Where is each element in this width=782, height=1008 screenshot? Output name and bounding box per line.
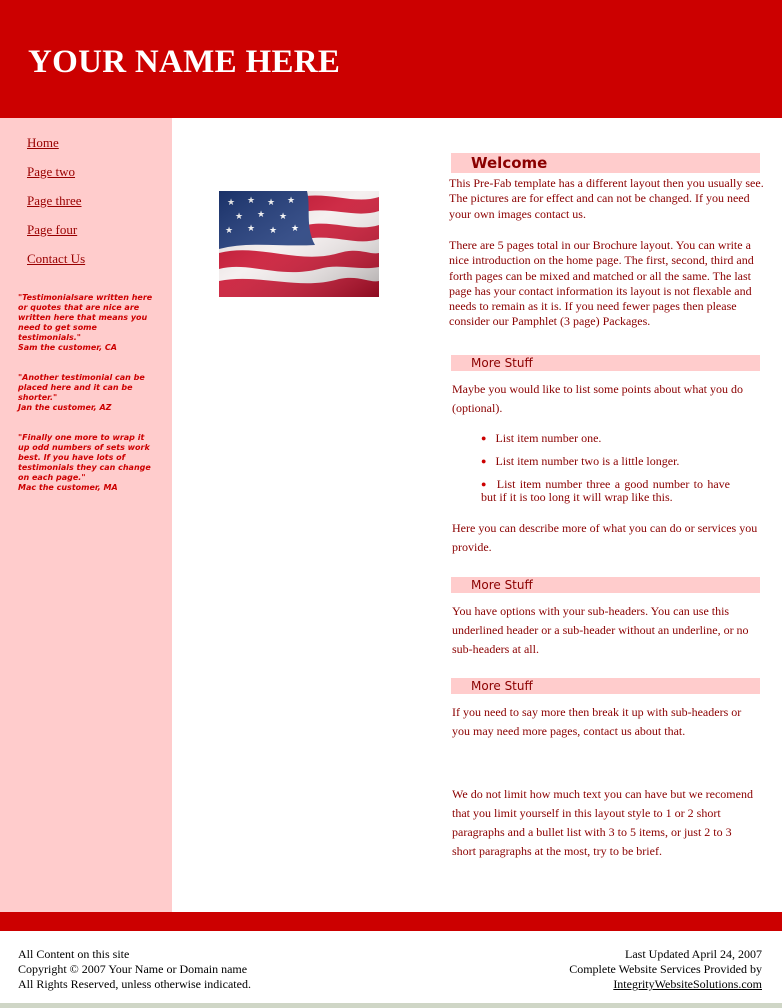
section-paragraph: Here you can describe more of what you can do or services you provide. xyxy=(452,521,758,554)
section-paragraph: You have options with your sub-headers. You can use this underlined header or a sub-header without an underline, or no sub-headers at all. xyxy=(452,604,749,656)
testimonial-author: Sam the customer, CA xyxy=(18,343,117,352)
list-item-text: List item number three a good number to have but if it is too long it will wrap like this. xyxy=(481,477,730,504)
bottom-strip xyxy=(0,1003,782,1008)
nav-link-page-four[interactable]: Page four xyxy=(27,222,78,237)
welcome-paragraph: There are 5 pages total in our Brochure layout. You can write a nice introduction on the home page. The first, second, third and forth pages can be mixed and matched or all the same. The last page has your contact information its layout is not flexable and needs to remain as it is. If you need fewer pages then please consider our Pamphlet (3 page) Packages. xyxy=(449,238,754,329)
testimonial xyxy=(18,293,158,353)
nav-link-page-two[interactable]: Page two xyxy=(27,164,76,179)
nav-link-page-three[interactable]: Page three xyxy=(27,193,82,208)
footer-copyright: Copyright © 2007 Your Name or Domain name xyxy=(18,962,248,976)
testimonial xyxy=(18,373,158,413)
bullet-icon: ● xyxy=(481,479,488,489)
bullet-icon: ● xyxy=(481,456,487,466)
footer-last-updated: Last Updated April 24, 2007 xyxy=(625,947,762,961)
list-item xyxy=(481,455,730,468)
site-header xyxy=(0,0,782,118)
american-flag-image xyxy=(219,191,379,297)
section-heading: More Stuff xyxy=(451,355,760,371)
testimonial-quote: "Another testimonial can be placed here and it can be shorter." xyxy=(18,373,145,402)
nav-link-contact-us[interactable]: Contact Us xyxy=(27,251,86,266)
testimonial-quote: "Testimonialsare written here or quotes that are nice are written here that means you need to get some testimonials." xyxy=(18,293,153,342)
section-heading: More Stuff xyxy=(451,678,760,694)
footer-services-text: Complete Website Services Provided by xyxy=(569,962,762,976)
testimonial-quote: "Finally one more to wrap it up odd numbers of sets work best. If you have lots of testimonials they can change on each page." xyxy=(18,433,151,482)
section-paragraph: Maybe you would like to list some points about what you do (optional). xyxy=(452,382,743,415)
list-item-text: List item number two is a little longer. xyxy=(495,454,680,468)
footer-provider-link[interactable]: IntegrityWebsiteSolutions.com xyxy=(613,977,762,991)
footer-bar xyxy=(0,912,782,931)
testimonial-author: Jan the customer, AZ xyxy=(18,403,112,412)
section-paragraph: We do not limit how much text you can have but we recomend that you limit yourself in this layout style to 1 or 2 short paragraphs and a bullet list with 3 to 5 items, or just 2 to 3 short paragraphs at the most, try to be brief. xyxy=(452,787,753,858)
nav-link-home[interactable]: Home xyxy=(27,135,59,150)
sidebar xyxy=(0,118,172,912)
sidebar-nav xyxy=(27,134,85,279)
list-item xyxy=(481,432,730,445)
bullet-icon: ● xyxy=(481,433,487,443)
section-heading: More Stuff xyxy=(451,577,760,593)
site-title: YOUR NAME HERE xyxy=(28,44,341,80)
testimonial-author: Mac the customer, MA xyxy=(18,483,118,492)
testimonial xyxy=(18,433,158,493)
welcome-paragraph: This Pre-Fab template has a different layout then you usually see. The pictures are for effect and can not be changed. If you need your own images contact us. xyxy=(449,176,764,221)
footer-text: All Rights Reserved, unless otherwise indicated. xyxy=(18,977,251,991)
list-item xyxy=(481,478,730,504)
section-paragraph: If you need to say more then break it up with sub-headers or you may need more pages, contact us about that. xyxy=(452,705,742,738)
footer-text: All Content on this site xyxy=(18,947,130,961)
welcome-heading: Welcome xyxy=(451,153,760,173)
list-item-text: List item number one. xyxy=(495,431,602,445)
